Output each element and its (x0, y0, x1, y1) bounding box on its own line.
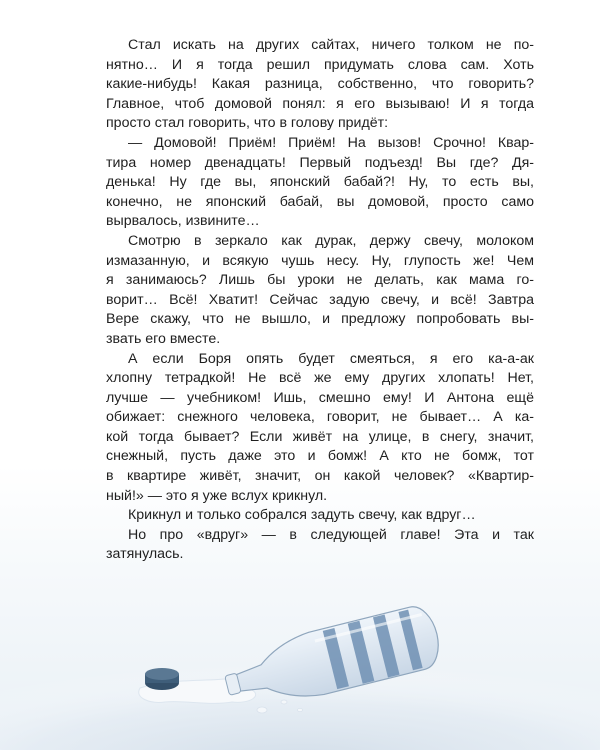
text-line: денька! Ну где вы, японский бабай?! Ну, то есть вы, (106, 174, 534, 191)
text-line: — Домовой! Приём! Приём! На вызов! Срочно! Квар- (128, 134, 534, 151)
text-line: Вере скажу, что не вышло, и предложу попробовать вы- (106, 311, 534, 328)
text-line: затянулась. (106, 546, 184, 563)
milk-drop (281, 700, 287, 704)
text-line: вырвалось, извините… (106, 213, 260, 230)
text-line: Крикнул и только собрался задуть свечу, как вдруг… (128, 507, 476, 524)
paragraph-1 (106, 36, 534, 134)
text-line: снежный, пусть даже это и бомж! А кто не бомж, тот (106, 448, 534, 465)
text-line: кой тогда бывает? Если живёт на улице, в снегу, значит, (106, 428, 534, 445)
text-line: конечно, не японский бабай, вы домовой, просто само (106, 193, 534, 210)
text-line: тира номер двенадцать! Первый подъезд! Вы где? Дя- (106, 154, 534, 171)
paragraph-4 (106, 350, 534, 507)
text-line: ный!» — это я уже вслух крикнул. (106, 487, 328, 504)
text-line: измазанную, и всякую чушь несу. Ну, глупость же! Чем (106, 252, 534, 269)
milk-drop (257, 707, 267, 713)
text-line: обижает: снежного человека, говорит, не бывает… А ка- (106, 409, 534, 426)
story-text (106, 36, 534, 565)
text-line: хлопну тетрадкой! Не всё же ему других хлопать! Нет, (106, 370, 534, 387)
text-line: Но про «вдруг» — в следующей главе! Эта и так (128, 526, 534, 543)
text-line: я занимаюсь? Лишь бы уроки не делать, как мама го- (106, 272, 534, 289)
text-line: Стал искать на других сайтах, ничего толком не по- (128, 37, 534, 53)
text-line: в квартире живёт, значит, он какой человек? «Квартир- (106, 468, 534, 485)
text-line: звать его вместе. (106, 330, 221, 347)
bottle-cap (145, 668, 179, 690)
text-line: Главное, чтоб домовой понял: я его вызываю! И я тогда (106, 95, 534, 112)
milk-drop (298, 708, 303, 711)
text-line: нятно… И я тогда решил придумать слова сам. Хоть (106, 56, 534, 73)
paragraph-3 (106, 232, 534, 350)
paragraph-5 (106, 506, 534, 526)
spilled-milk-bottle-illustration (0, 560, 600, 750)
text-line: лучше — учебником! Ишь, смешно ему! И Антона ещё (106, 389, 534, 406)
text-line: какие-нибудь! Какая разница, собственно, что говорить? (106, 76, 534, 93)
text-line: Смотрю в зеркало как дурак, держу свечу, молоком (128, 232, 534, 249)
text-line: просто стал говорить, что в голову придёт: (106, 115, 389, 132)
text-line: А если Боря опять будет смеяться, я его ка-а-ак (128, 350, 534, 367)
text-line: ворит… Всё! Хватит! Сейчас задую свечу, и всё! Завтра (106, 291, 534, 308)
paragraph-2 (106, 134, 534, 232)
